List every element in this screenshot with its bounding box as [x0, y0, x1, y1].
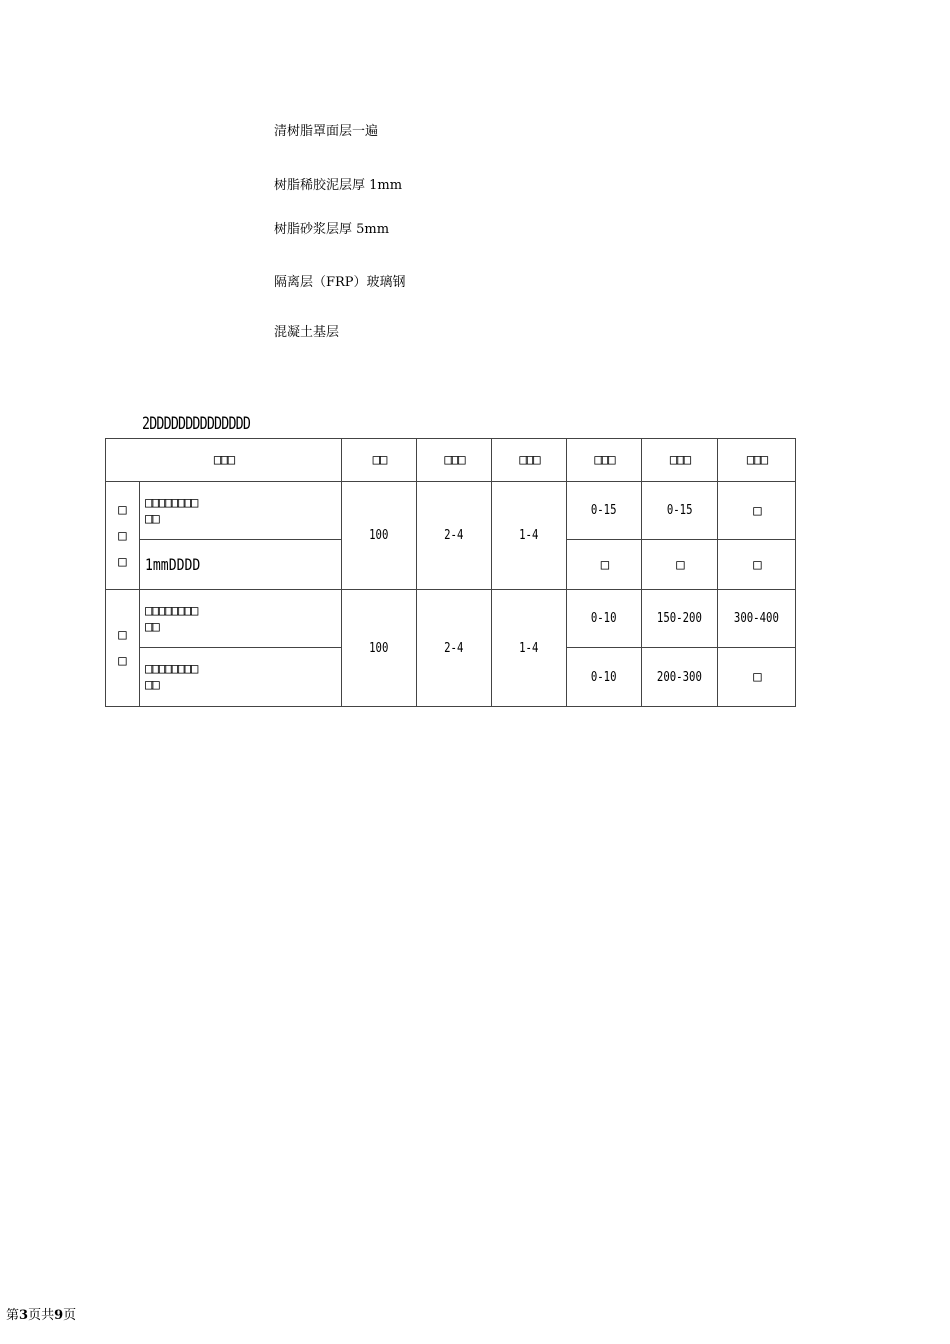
table-row [106, 482, 796, 540]
total-pages: 9 [54, 1308, 64, 1323]
table-cell: 0-10 [567, 590, 642, 648]
header-cell: □□□ [718, 439, 796, 482]
table-cell: 0-15 [567, 482, 642, 540]
table-caption: 2DDDDDDDDDDDDDD [142, 414, 251, 434]
layer-item: 树脂稀胶泥层厚 1mm [274, 178, 403, 193]
table-cell: □ [718, 648, 796, 707]
header-cell: □□□ [642, 439, 718, 482]
table-cell: 1-4 [492, 590, 567, 707]
table-cell: 2-4 [417, 590, 492, 707]
row-name: □□□□□□□□ □□ [140, 482, 342, 540]
page-footer: 第3页共9页 [6, 1308, 77, 1323]
header-cell: □□□ [417, 439, 492, 482]
table-cell: 100 [342, 482, 417, 590]
table-cell: □ [642, 540, 718, 590]
layer-item: 混凝土基层 [274, 325, 340, 340]
table-row [106, 590, 796, 648]
table-cell: 2-4 [417, 482, 492, 590]
table-cell: 200-300 [642, 648, 718, 707]
group-label: □ □ □ [106, 482, 140, 590]
group-label: □ □ [106, 590, 140, 707]
row-name: □□□□□□□□ □□ [140, 590, 342, 648]
table-header-row [106, 439, 796, 482]
table-cell: 0-15 [642, 482, 718, 540]
row-name: □□□□□□□□ □□ [140, 648, 342, 707]
table-cell: □ [567, 540, 642, 590]
header-cell: □□□ [106, 439, 342, 482]
spec-table [105, 438, 796, 707]
table-cell: 0-10 [567, 648, 642, 707]
header-cell: □□□ [567, 439, 642, 482]
table-cell: □ [718, 540, 796, 590]
layer-item: 隔离层（FRP）玻璃钢 [274, 275, 406, 290]
table-cell: 100 [342, 590, 417, 707]
row-name: 1mmDDDD [140, 540, 342, 590]
table-cell: 150-200 [642, 590, 718, 648]
header-cell: □□□ [492, 439, 567, 482]
header-cell: □□ [342, 439, 417, 482]
current-page: 3 [19, 1308, 29, 1323]
layer-item: 清树脂罩面层一遍 [274, 124, 379, 139]
table-cell: 1-4 [492, 482, 567, 590]
table-cell: □ [718, 482, 796, 540]
table-cell: 300-400 [718, 590, 796, 648]
layer-item: 树脂砂浆层厚 5mm [274, 222, 390, 237]
